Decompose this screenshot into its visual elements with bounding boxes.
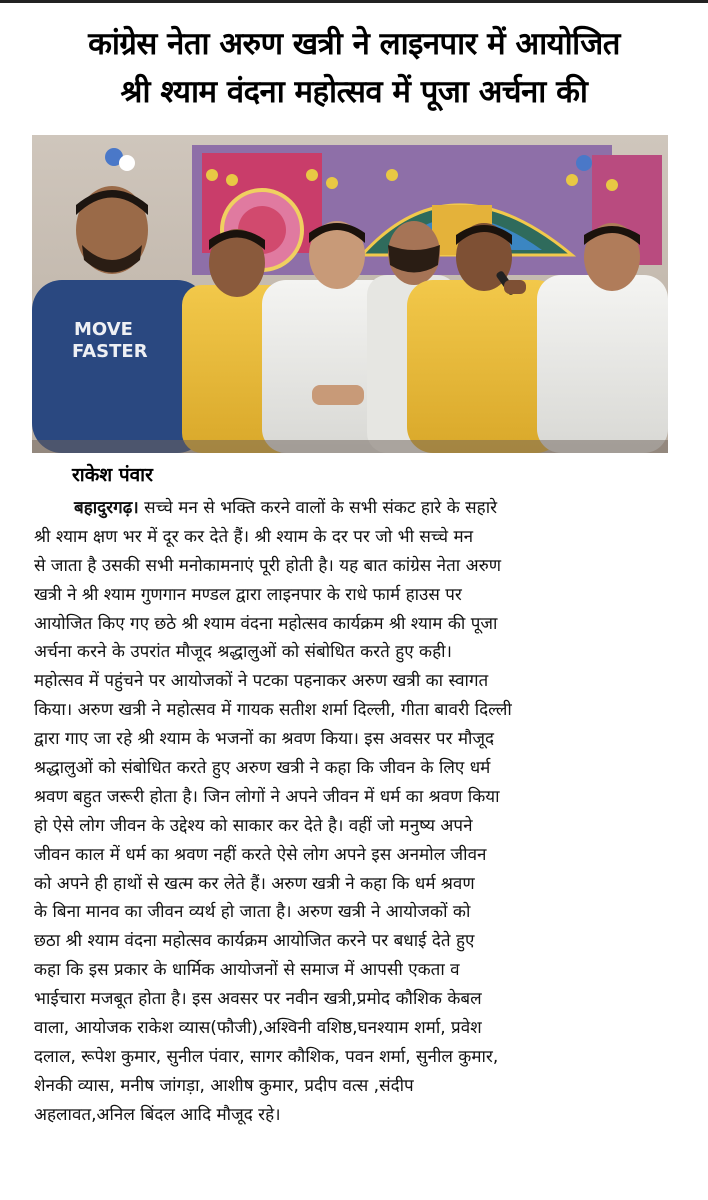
article-line: दलाल, रूपेश कुमार, सुनील पंवार, सागर कौशिक, पवन शर्मा, सुनील कुमार,	[34, 1046, 499, 1067]
article-line: श्रवण बहुत जरूरी होता है। जिन लोगों ने अपने जीवन में धर्म का श्रवण किया	[34, 786, 500, 807]
article-line: से जाता है उसकी सभी मनोकामनाएं पूरी होती है। यह बात कांग्रेस नेता अरुण	[34, 555, 502, 576]
article-line: जीवन काल में धर्म का श्रवण नहीं करते ऐसे लोग अपने इस अनमोल जीवन	[34, 844, 487, 865]
news-photo-illustration	[32, 135, 668, 453]
article-line: किया। अरुण खत्री ने महोत्सव में गायक सतीश शर्मा दिल्ली, गीता बावरी दिल्ली	[34, 700, 512, 721]
headline-line-1: कांग्रेस नेता अरुण खत्री ने लाइनपार में आयोजित	[88, 26, 620, 62]
top-rule	[0, 0, 708, 3]
article-line-1	[34, 494, 670, 523]
article-line: कहा कि इस प्रकार के धार्मिक आयोजनों से समाज में आपसी एकता व	[34, 960, 460, 981]
article-line: आयोजित किए गए छठे श्री श्याम वंदना महोत्सव कार्यक्रम श्री श्याम की पूजा	[34, 613, 498, 634]
article-line: श्रद्धालुओं को संबोधित करते हुए अरुण खत्री ने कहा कि जीवन के लिए धर्म	[34, 758, 491, 779]
article-line: भाईचारा मजबूत होता है। इस अवसर पर नवीन खत्री,प्रमोद कौशिक केबल	[34, 989, 482, 1010]
article-line: महोत्सव में पहुंचने पर आयोजकों ने पटका पहनाकर अरुण खत्री का स्वागत	[34, 671, 489, 692]
headline	[20, 20, 688, 116]
article-line: अर्चना करने के उपरांत मौजूद श्रद्धालुओं को संबोधित करते हुए कही।	[34, 642, 452, 663]
headline-line-2: श्री श्याम वंदना महोत्सव में पूजा अर्चना की	[120, 74, 588, 110]
article-line: श्री श्याम क्षण भर में दूर कर देते हैं। श्री श्याम के दर पर जो भी सच्चे मन	[34, 526, 474, 547]
article-body	[34, 494, 670, 1130]
article-line: शेनकी व्यास, मनीष जांगड़ा, आशीष कुमार, प्रदीप वत्स ,संदीप	[34, 1075, 414, 1096]
article-line-1-text: सच्चे मन से भक्ति करने वालों के सभी संकट हारे के सहारे	[138, 498, 498, 518]
article-line: के बिना मानव का जीवन व्यर्थ हो जाता है। अरुण खत्री ने आयोजकों को	[34, 902, 471, 923]
dateline: बहादुरगढ़।	[74, 498, 139, 518]
article-line: हो ऐसे लोग जीवन के उद्देश्य को साकार कर देते है। वहीं जो मनुष्य अपने	[34, 815, 473, 836]
article-line: को अपने ही हाथों से खत्म कर लेते हैं। अरुण खत्री ने कहा कि धर्म श्रवण	[34, 873, 475, 894]
article-line: अहलावत,अनिल बिंदल आदि मौजूद रहे।	[34, 1104, 281, 1125]
article-line: छठा श्री श्याम वंदना महोत्सव कार्यक्रम आयोजित करने पर बधाई देते हुए	[34, 931, 475, 952]
news-photo	[32, 135, 668, 453]
article-line: द्वारा गाए जा रहे श्री श्याम के भजनों का श्रवण किया। इस अवसर पर मौजूद	[34, 729, 495, 750]
article-line: वाला, आयोजक राकेश व्यास(फौजी),अश्विनी वशिष्ठ,घनश्याम शर्मा, प्रवेश	[34, 1018, 482, 1039]
tshirt-text-2: FASTER	[72, 341, 148, 362]
tshirt-text-1: MOVE	[74, 319, 133, 340]
article-line: खत्री ने श्री श्याम गुणगान मण्डल द्वारा लाइनपार के राधे फार्म हाउस पर	[34, 584, 462, 605]
byline: राकेश पंवार	[72, 464, 153, 486]
